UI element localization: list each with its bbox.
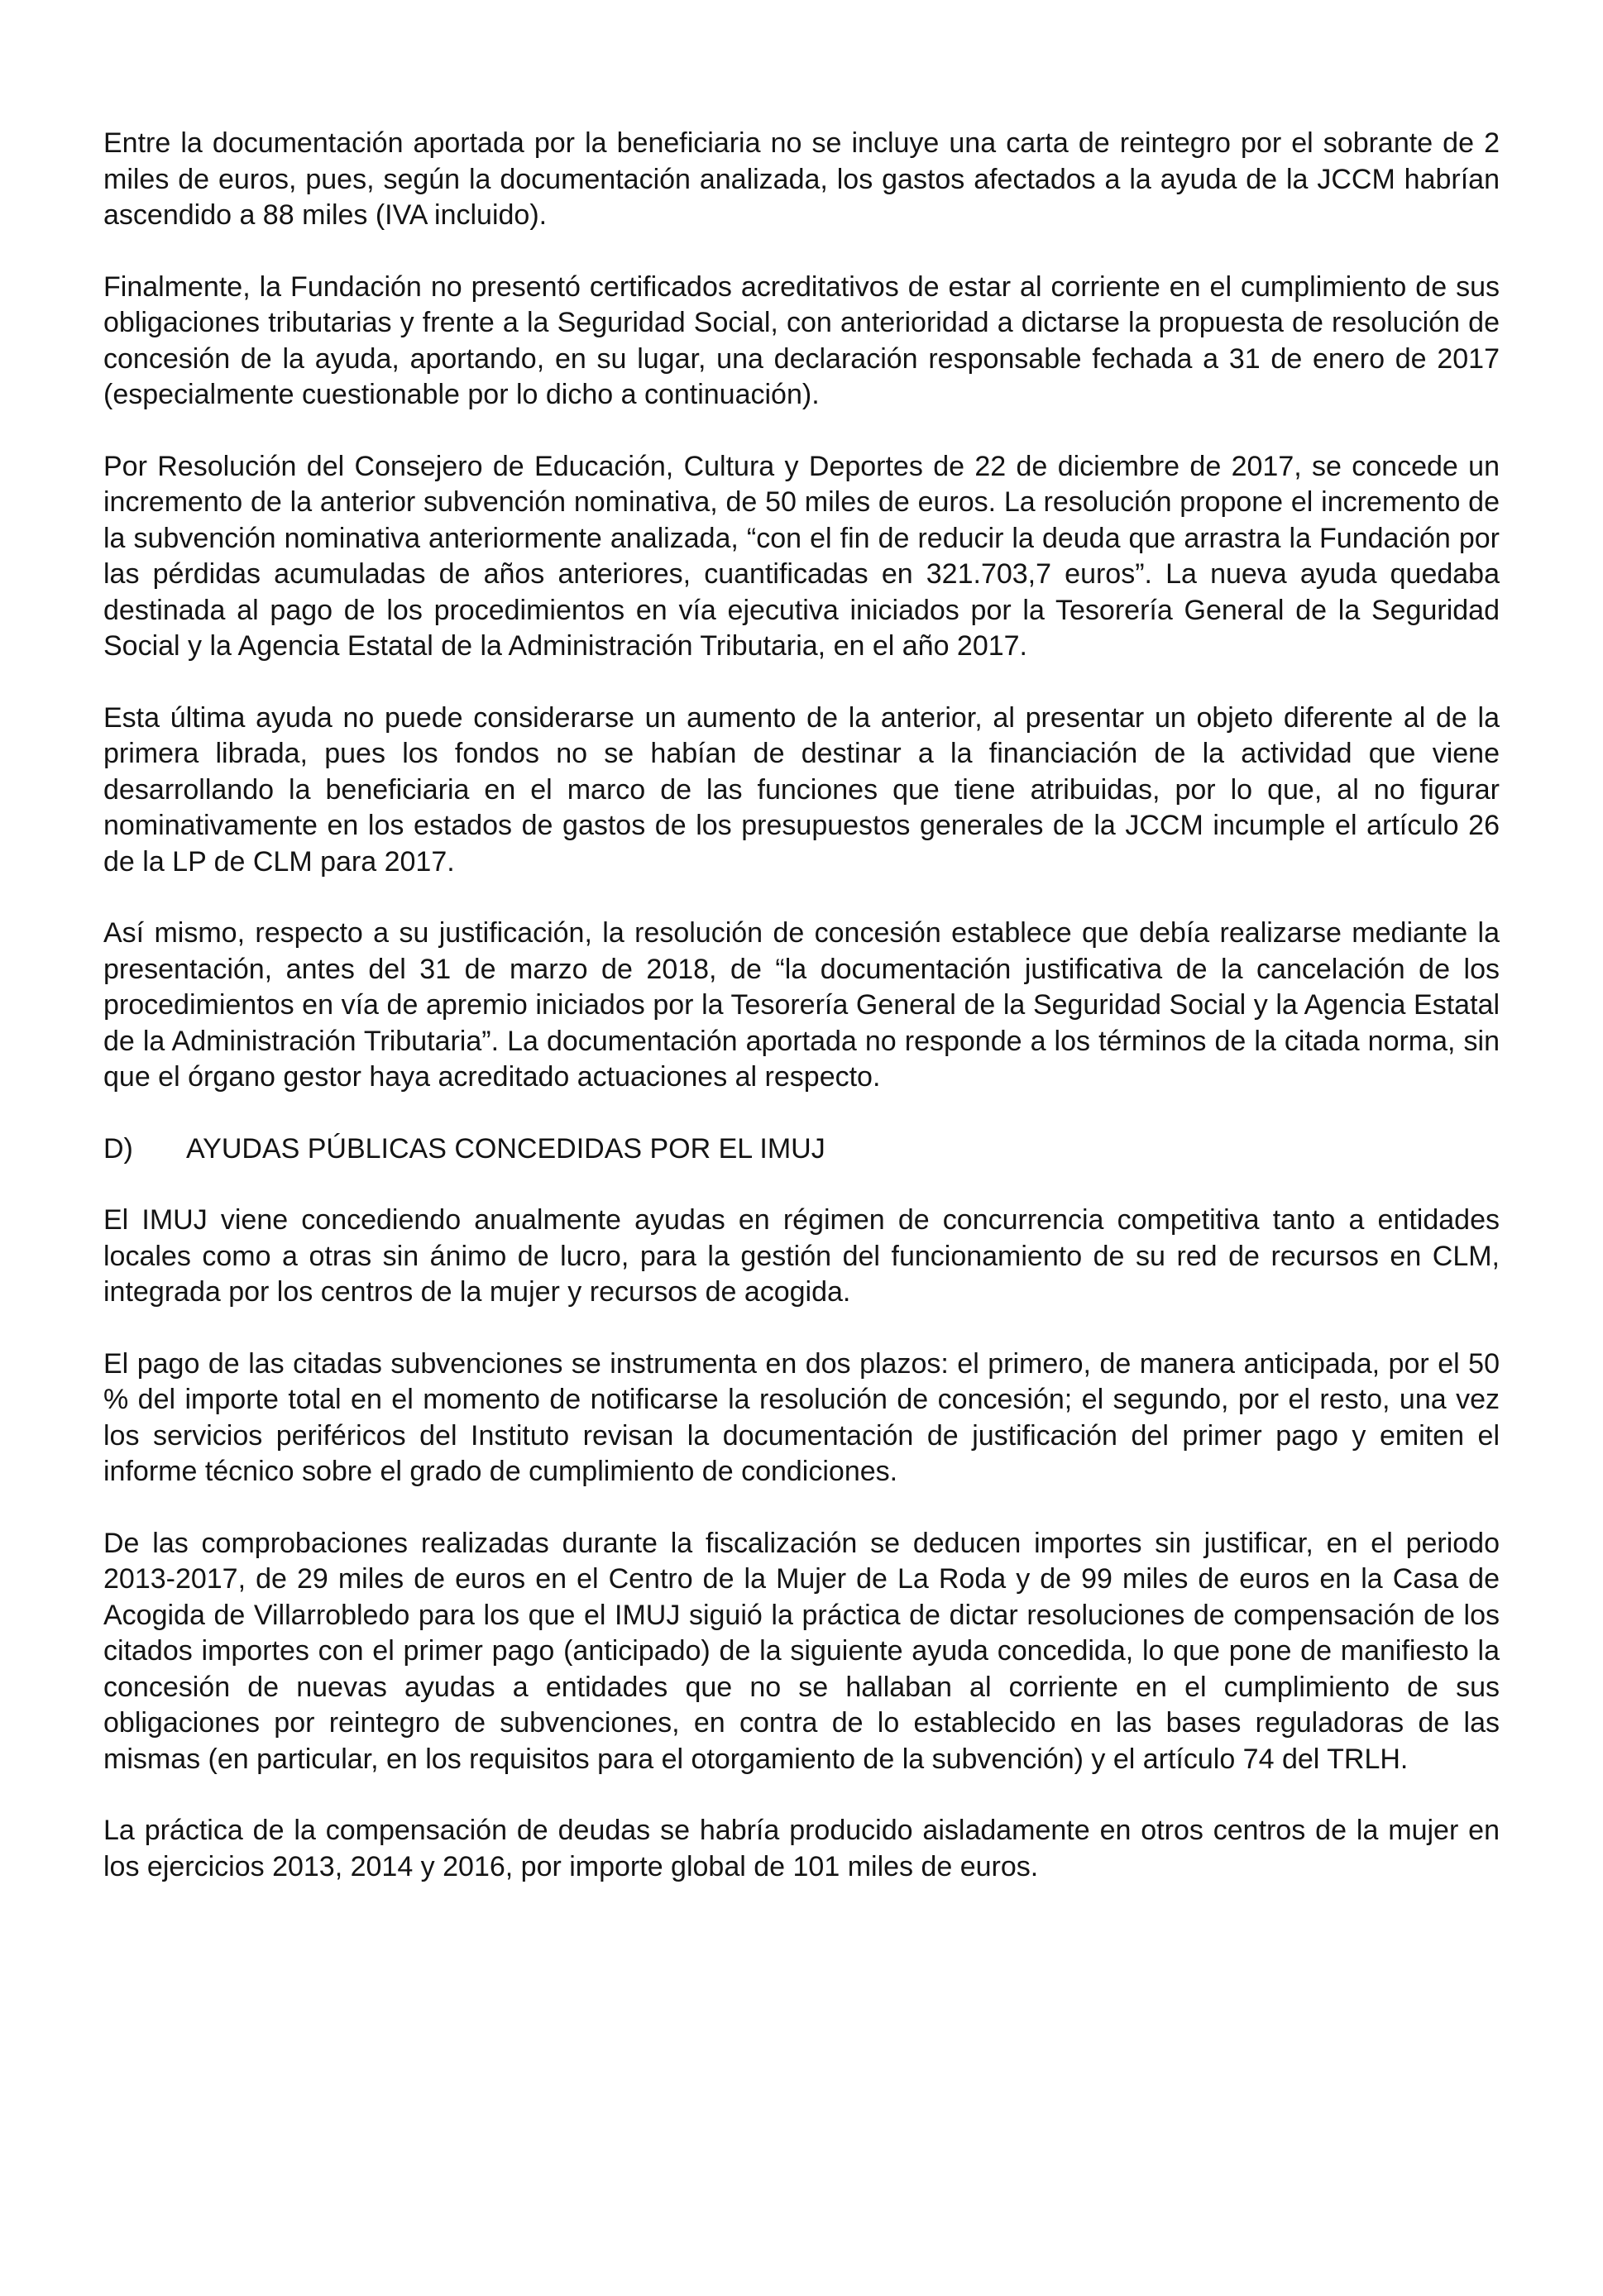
paragraph-imuj-ayudas: El IMUJ viene concediendo anualmente ayudas en régimen de concurrencia competitiva tanto a entidades locales como a otras sin ánimo de lucro, para la gestión del funcionamiento de su red de recursos en CLM, integrada por los centros de la mujer y recursos de acogida. (103, 1204, 1500, 1308)
section-letter: D) (103, 1132, 133, 1165)
section-title: AYUDAS PÚBLICAS CONCEDIDAS POR EL IMUJ (186, 1132, 825, 1165)
paragraph-compensacion-deudas: La práctica de la compensación de deudas se habría producido aisladamente en otros centros de la mujer en los ejercicios 2013, 2014 y 2016, por importe global de 101 miles de euros. (103, 1815, 1500, 1882)
paragraph-pago-plazos: El pago de las citadas subvenciones se instrumenta en dos plazos: el primero, de manera anticipada, por el 50 % del importe total en el momento de notificarse la resolución de concesión; el segundo, por el resto, una vez los servicios periféricos del Instituto revisan la documentación de justificación del primer pago y emiten el informe técnico sobre el grado de cumplimiento de condiciones. (103, 1347, 1500, 1487)
section-heading (103, 1131, 1500, 1168)
paragraph-ultima-ayuda: Esta última ayuda no puede considerarse un aumento de la anterior, al presentar un objeto diferente al de la primera librada, pues los fondos no se habían de destinar a la financiación de la actividad que viene desarrollando la beneficiaria en el marco de las funciones que tiene atribuidas, por lo que, al no figurar nominativamente en los estados de gastos de los presupuestos generales de la JCCM incumple el artículo 26 de la LP de CLM para 2017. (103, 701, 1500, 878)
paragraph-certificados: Finalmente, la Fundación no presentó certificados acreditativos de estar al corriente en el cumplimiento de sus obligaciones tributarias y frente a la Seguridad Social, con anterioridad a dictarse la propuesta de resolución de concesión de la ayuda, aportando, en su lugar, una declaración responsable fechada a 31 de enero de 2017 (especialmente cuestionable por lo dicho a continuación). (103, 270, 1500, 410)
paragraph-reintegro: Entre la documentación aportada por la beneficiaria no se incluye una carta de reintegro por el sobrante de 2 miles de euros, pues, según la documentación analizada, los gastos afectados a la ayuda de la JCCM habrían ascendido a 88 miles (IVA incluido). (103, 127, 1500, 231)
paragraph-comprobaciones: De las comprobaciones realizadas durante la fiscalización se deducen importes sin justificar, en el periodo 2013-2017, de 29 miles de euros en el Centro de la Mujer de La Roda y de 99 miles de euros en la Casa de Acogida de Villarrobledo para los que el IMUJ siguió la práctica de dictar resoluciones de compensación de los citados importes con el primer pago (anticipado) de la siguiente ayuda concedida, lo que pone de manifiesto la concesión de nuevas ayudas a entidades que no se hallaban al corriente en el cumplimiento de sus obligaciones por reintegro de subvenciones, en contra de lo establecido en las bases reguladoras de las mismas (en particular, en los requisitos para el otorgamiento de la subvención) y el artículo 74 del TRLH. (103, 1527, 1500, 1775)
paragraph-justificacion: Así mismo, respecto a su justificación, la resolución de concesión establece que debía realizarse mediante la presentación, antes del 31 de marzo de 2018, de “la documentación justificativa de la cancelación de los procedimientos en vía de apremio iniciados por la Tesorería General de la Seguridad Social y la Agencia Estatal de la Administración Tributaria”. La documentación aportada no responde a los términos de la citada norma, sin que el órgano gestor haya acreditado actuaciones al respecto. (103, 917, 1500, 1093)
document-page (103, 126, 1500, 1885)
paragraph-resolucion-consejero: Por Resolución del Consejero de Educación, Cultura y Deportes de 22 de diciembre de 2017, se concede un incremento de la anterior subvención nominativa, de 50 miles de euros. La resolución propone el incremento de la subvención nominativa anteriormente analizada, “con el fin de reducir la deuda que arrastra la Fundación por las pérdidas acumuladas de años anteriores, cuantificadas en 321.703,7 euros”. La nueva ayuda quedaba destinada al pago de los procedimientos en vía ejecutiva iniciados por la Tesorería General de la Seguridad Social y la Agencia Estatal de la Administración Tributaria, en el año 2017. (103, 450, 1500, 662)
